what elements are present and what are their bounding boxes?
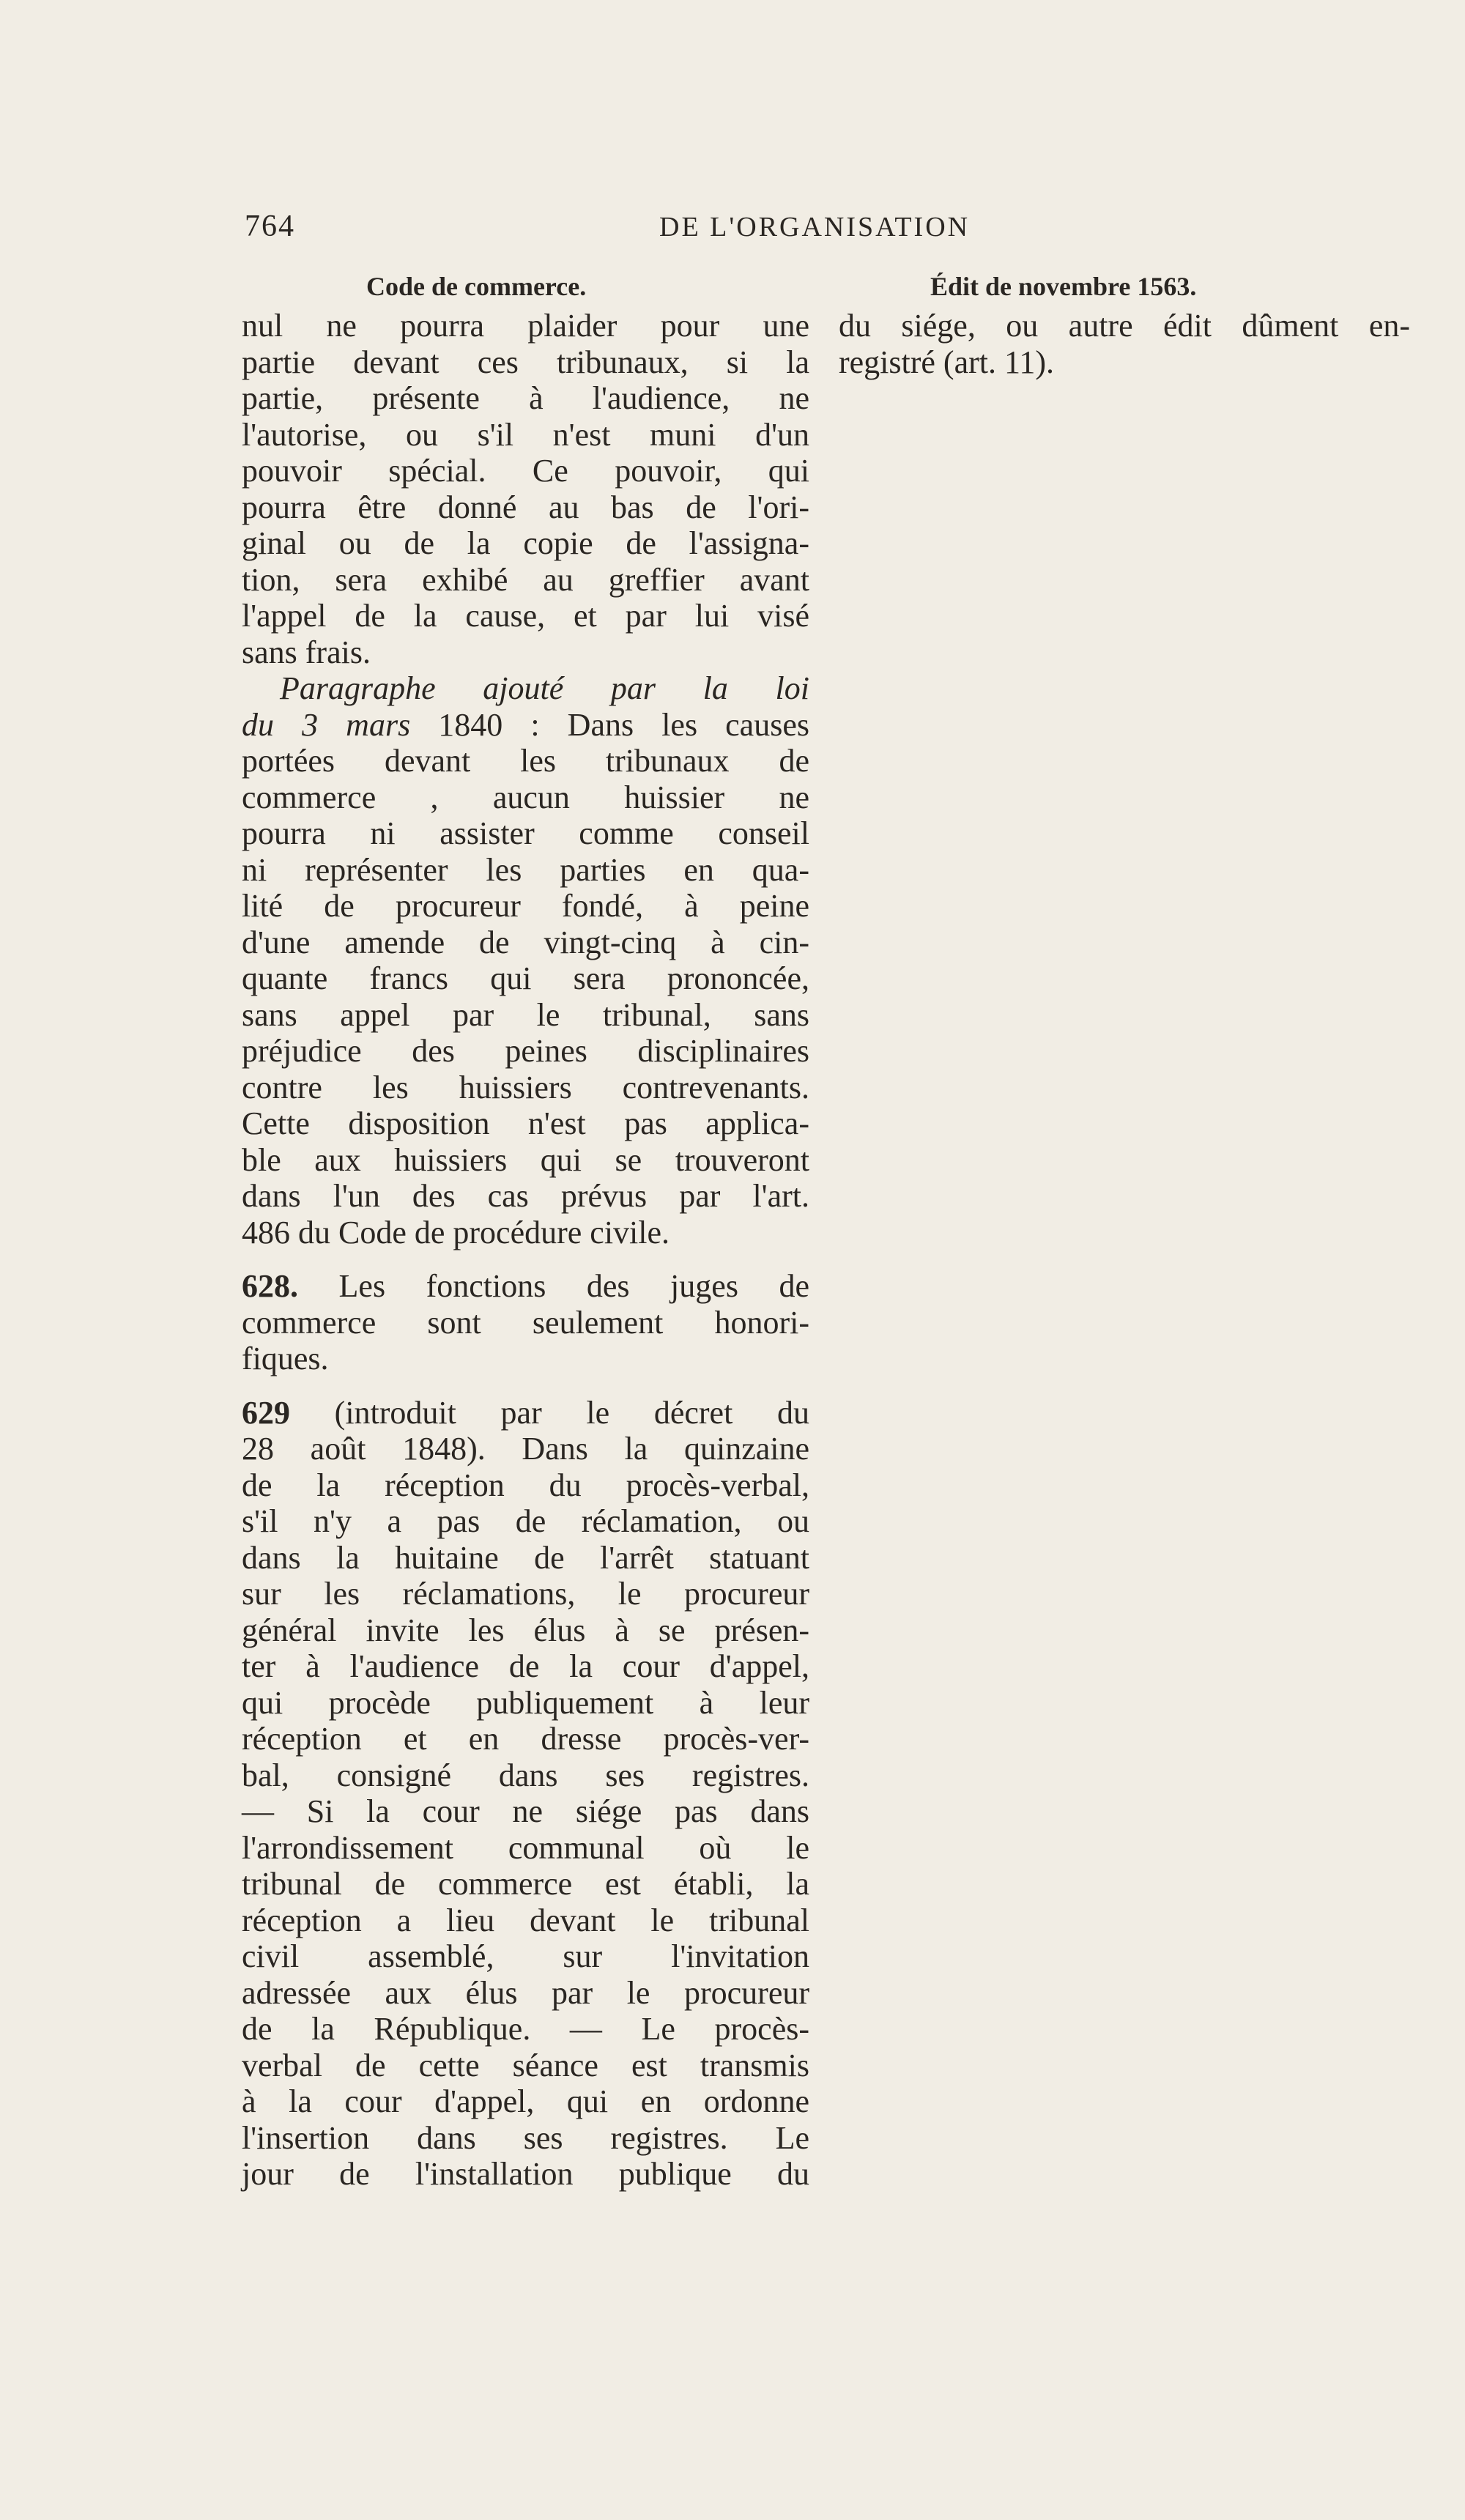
text-line: pouvoir spécial. Ce pouvoir, qui (242, 453, 809, 489)
text-line: registré (art. 11). (839, 344, 1055, 380)
text-line: réception et en dresse procès-ver- (242, 1721, 809, 1757)
text-line: 486 du Code de procédure civile. (242, 1214, 670, 1250)
text-line: nul ne pourra plaider pour une (242, 308, 809, 344)
text-line: préjudice des peines disciplinaires (242, 1033, 809, 1069)
article-629 (242, 1395, 809, 2193)
text-line: ter à l'audience de la cour d'appel, (242, 1648, 809, 1684)
text-line: partie, présente à l'audience, ne (242, 380, 809, 416)
text-line: portées devant les tribunaux de (242, 743, 809, 779)
running-head: DE L'ORGANISATION (659, 212, 971, 242)
text-line: général invite les élus à se présen- (242, 1612, 809, 1648)
italic-text: du 3 mars (242, 706, 411, 743)
text-line (242, 1395, 809, 1431)
text-line: sans appel par le tribunal, sans (242, 996, 809, 1033)
text-line: — Si la cour ne siége pas dans (242, 1793, 809, 1829)
text-line: contre les huissiers contrevenants. (242, 1069, 809, 1105)
text-line: tion, sera exhibé au greffier avant (242, 561, 809, 598)
text-span: (introduit par le décret du (290, 1394, 809, 1431)
italic-text: Paragraphe ajouté par la loi (280, 670, 809, 706)
article-number: 628. (242, 1268, 298, 1304)
text-line: l'appel de la cause, et par lui visé (242, 598, 809, 634)
right-column-heading: Édit de novembre 1563. (930, 272, 1197, 301)
text-line: quante francs qui sera prononcée, (242, 960, 809, 996)
text-line: de la République. — Le procès- (242, 2011, 809, 2047)
text-line: 28 août 1848). Dans la quinzaine (242, 1431, 809, 1467)
text-line: lité de procureur fondé, à peine (242, 888, 809, 924)
text-line: du siége, ou autre édit dûment en- (839, 308, 1410, 344)
text-line: pourra ni assister comme conseil (242, 815, 809, 851)
text-line: civil assemblé, sur l'invitation (242, 1938, 809, 1974)
text-line: dans l'un des cas prévus par l'art. (242, 1178, 809, 1214)
left-column (242, 308, 809, 2193)
paragraph-gap (242, 1377, 809, 1395)
paragraph-gap (242, 1250, 809, 1268)
text-line: jour de l'installation publique du (242, 2156, 809, 2192)
text-line: commerce sont seulement honori- (242, 1304, 809, 1341)
text-line (242, 670, 809, 707)
text-line: dans la huitaine de l'arrêt statuant (242, 1539, 809, 1576)
text-line: ble aux huissiers qui se trouveront (242, 1141, 809, 1178)
text-line: sans frais. (242, 634, 371, 670)
text-line: partie devant ces tribunaux, si la (242, 344, 809, 380)
text-line: adressée aux élus par le procureur (242, 1974, 809, 2011)
text-line: ni représenter les parties en qua- (242, 851, 809, 888)
text-line (242, 1268, 809, 1305)
text-line: l'arrondissement communal où le (242, 1829, 809, 1866)
text-line (242, 707, 809, 744)
text-line: d'une amende de vingt-cinq à cin- (242, 924, 809, 960)
text-line: tribunal de commerce est établi, la (242, 1866, 809, 1902)
text-line: fiques. (242, 1341, 329, 1376)
text-line: s'il n'y a pas de réclamation, ou (242, 1503, 809, 1539)
text-line: commerce , aucun huissier ne (242, 779, 809, 815)
text-line: verbal de cette séance est transmis (242, 2047, 809, 2083)
text-span: 1840 : Dans les causes (410, 706, 809, 743)
text-line: Cette disposition n'est pas applica- (242, 1105, 809, 1141)
text-line: l'insertion dans ses registres. Le (242, 2119, 809, 2156)
page-number: 764 (245, 210, 295, 243)
text-line: à la cour d'appel, qui en ordonne (242, 2083, 809, 2119)
article-628 (242, 1268, 809, 1377)
left-column-heading: Code de commerce. (366, 272, 587, 301)
text-line: bal, consigné dans ses registres. (242, 1757, 809, 1793)
paragraph-intro (242, 308, 809, 670)
text-line: ginal ou de la copie de l'assigna- (242, 525, 809, 561)
paragraph-added-1840 (242, 670, 809, 1250)
right-column (839, 308, 1410, 380)
text-line: qui procède publiquement à leur (242, 1684, 809, 1721)
text-line: l'autorise, ou s'il n'est muni d'un (242, 416, 809, 453)
text-line: réception a lieu devant le tribunal (242, 1902, 809, 1938)
article-number: 629 (242, 1394, 290, 1431)
text-span: Les fonctions des juges de (298, 1268, 809, 1304)
text-line: de la réception du procès-verbal, (242, 1467, 809, 1503)
text-line: sur les réclamations, le procureur (242, 1576, 809, 1612)
text-line: pourra être donné au bas de l'ori- (242, 489, 809, 525)
